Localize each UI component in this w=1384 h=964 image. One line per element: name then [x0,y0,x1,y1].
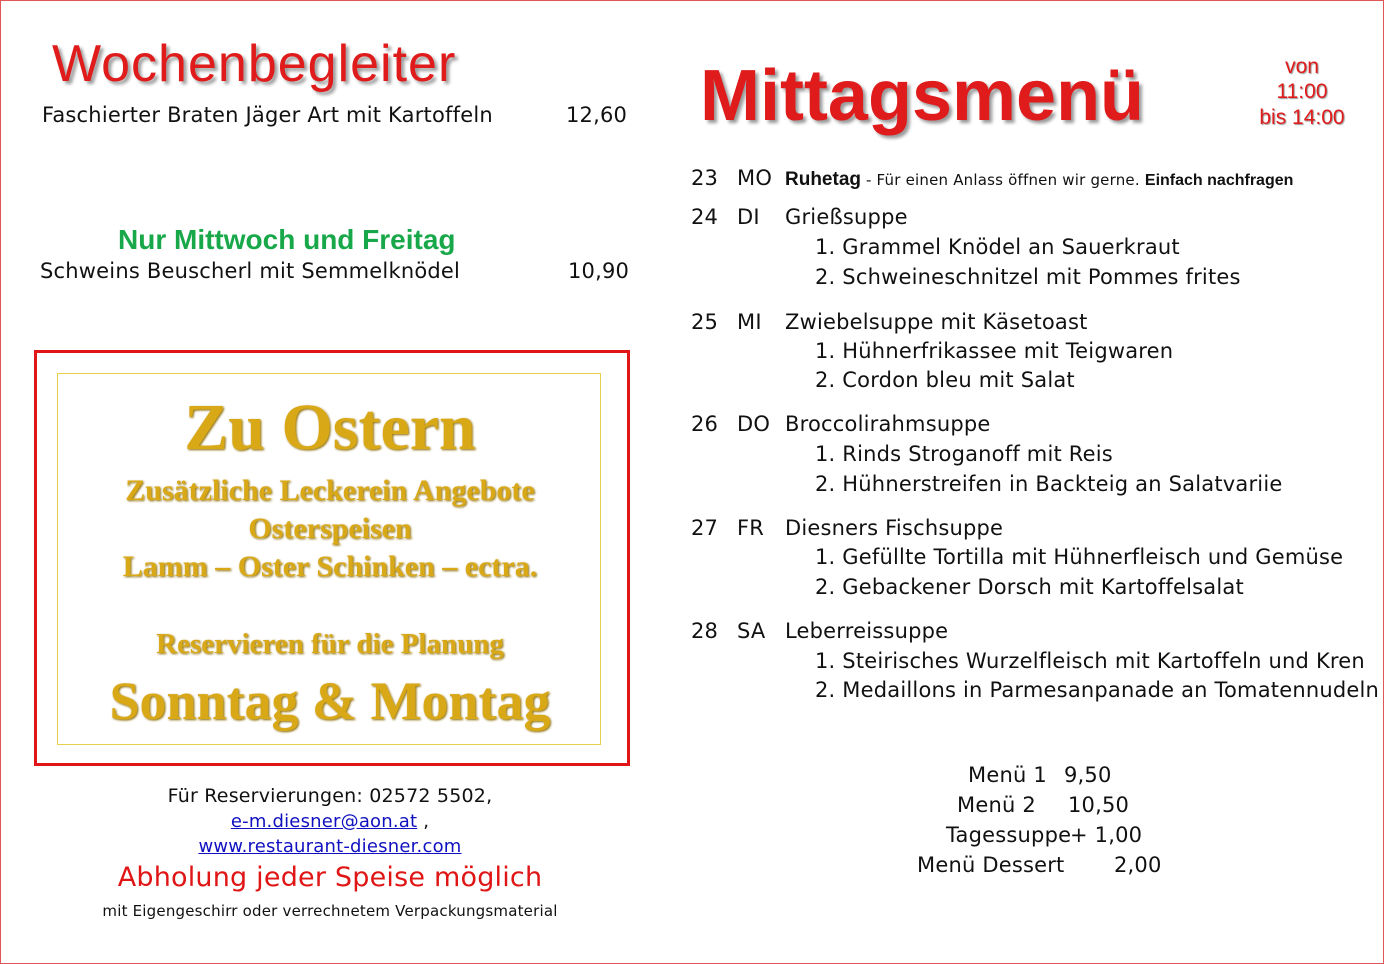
monday-closed-line [785,169,1293,191]
price-value: 9,50 [1064,763,1112,787]
rest-day-ask: Einfach nachfragen [1144,172,1294,189]
price-label: Menü 2 [957,793,1036,817]
day-dish-1: 1. Rinds Stroganoff mit Reis [815,442,1113,466]
day-date: 25 [691,310,719,334]
weekly-dish-name: Faschierter Braten Jäger Art mit Kartoffeln [42,103,493,127]
day-date: 23 [691,166,719,190]
pickup-note: mit Eigengeschirr oder verrechnetem Verpackungsmaterial [102,902,558,920]
day-name: DI [737,205,760,229]
easter-line-1: Zusätzliche Leckerein Angebote [125,474,535,507]
day-soup: Broccolirahmsuppe [785,412,991,436]
price-value: 10,50 [1068,793,1130,817]
day-dish-2: 2. Gebackener Dorsch mit Kartoffelsalat [815,575,1244,599]
day-dish-1: 1. Hühnerfrikassee mit Teigwaren [815,339,1174,363]
special-heading: Nur Mittwoch und Freitag [118,224,456,255]
price-label: Tagessuppe [946,823,1072,847]
day-dish-2: 2. Hühnerstreifen in Backteig an Salatvariie [815,472,1283,496]
price-value: 2,00 [1114,853,1162,877]
rest-day-label: Ruhetag [785,169,861,190]
day-dish-1: 1. Steirisches Wurzelfleisch mit Kartoffeln und Kren [815,649,1365,673]
day-dish-1: 1. Gefüllte Tortilla mit Hühnerfleisch und Gemüse [815,545,1344,569]
easter-title: Zu Ostern [184,391,476,464]
day-dish-2: 2. Cordon bleu mit Salat [815,368,1075,392]
day-soup: Grießsuppe [785,205,908,229]
day-name: MO [737,166,773,190]
email-link[interactable]: e-m.diesner@aon.at [230,811,418,832]
price-label: Menü Dessert [917,853,1065,877]
day-dish-2: 2. Medaillons in Parmesanpanade an Tomatennudeln [815,678,1380,702]
day-dish-2: 2. Schweineschnitzel mit Pommes frites [815,265,1241,289]
price-value: + 1,00 [1070,823,1143,847]
day-date: 26 [691,412,719,436]
website-link[interactable]: www.restaurant-diesner.com [198,836,462,857]
reservation-phone: Für Reservierungen: 02572 5502, [167,785,493,807]
easter-line-2: Osterspeisen [248,512,412,545]
day-name: MI [737,310,762,334]
day-date: 27 [691,516,719,540]
day-dish-1: 1. Grammel Knödel an Sauerkraut [815,235,1180,259]
weekly-title: Wochenbegleiter [52,35,457,93]
day-name: DO [737,412,771,436]
reservation-email-line [100,811,560,832]
time-end: bis 14:00 [1259,106,1345,129]
easter-line-3: Lamm – Oster Schinken – ectra. [122,550,538,583]
day-soup: Diesners Fischsuppe [785,516,1004,540]
rest-day-note: - Für einen Anlass öffnen wir gerne. [861,171,1140,189]
day-soup: Leberreissuppe [785,619,949,643]
pickup-notice: Abholung jeder Speise möglich [117,862,543,893]
day-date: 28 [691,619,719,643]
weekly-dish-price: 12,60 [566,103,628,127]
special-dish-price: 10,90 [568,259,630,283]
day-soup: Zwiebelsuppe mit Käsetoast [785,310,1088,334]
email-suffix: , [423,811,430,832]
lunch-menu-title: Mittagsmenü [700,56,1145,136]
special-dish-name: Schweins Beuscherl mit Semmelknödel [40,259,461,283]
price-label: Menü 1 [968,763,1047,787]
easter-line-4: Reservieren für die Planung [156,628,504,660]
easter-line-5: Sonntag & Montag [109,671,551,731]
day-name: SA [737,619,766,643]
day-name: FR [737,516,765,540]
day-date: 24 [691,205,719,229]
time-von: von [1285,55,1319,78]
website-line [100,836,560,857]
time-start: 11:00 [1276,80,1328,103]
